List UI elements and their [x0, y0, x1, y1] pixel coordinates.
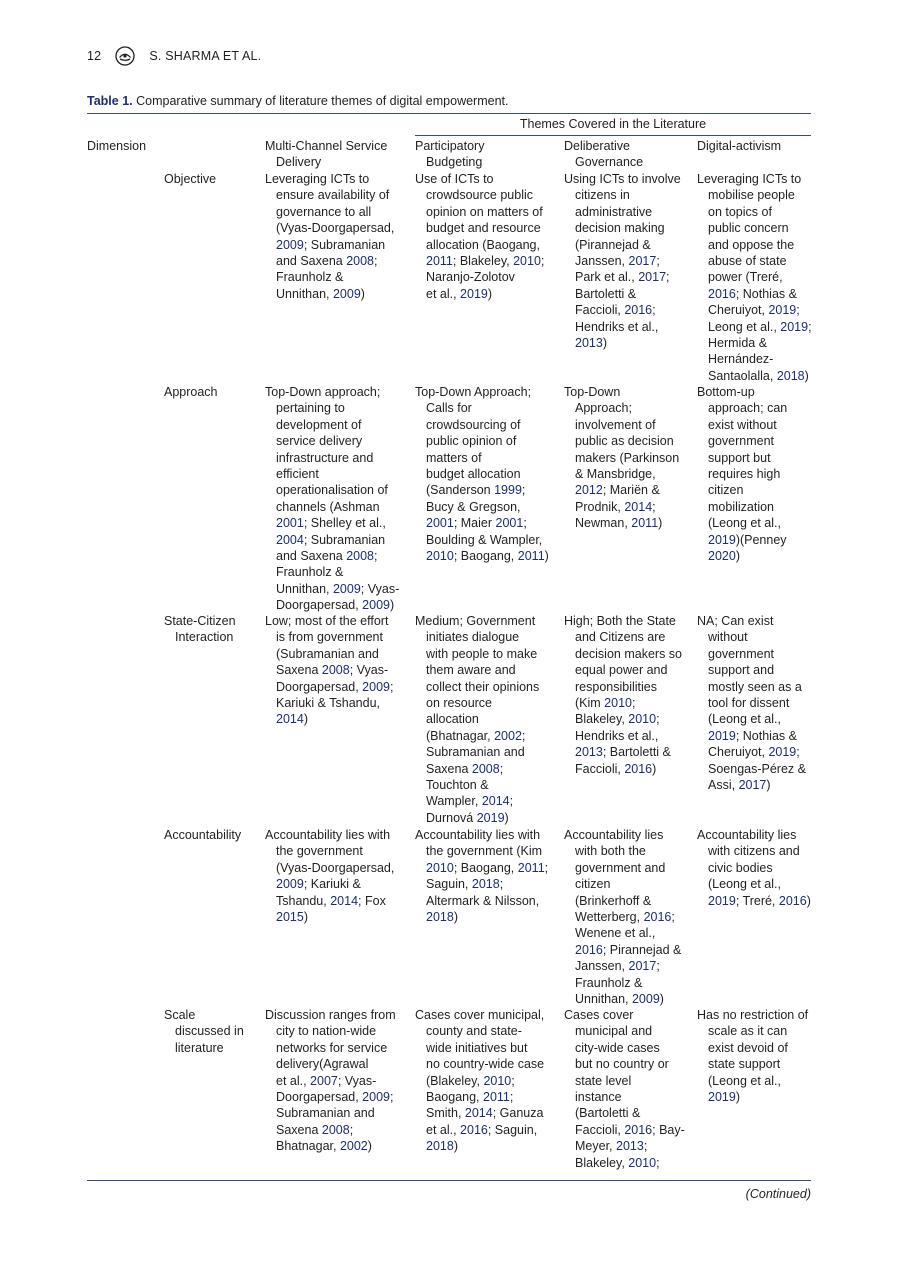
row-dimension-label: [164, 1007, 244, 1056]
table-label: Table 1.: [87, 94, 133, 108]
cell-line: state support: [708, 1057, 781, 1072]
cell-line: 2018): [426, 1139, 458, 1154]
cell-line: Hendriks et al.,: [575, 319, 659, 334]
cell-line: infrastructure and: [276, 450, 374, 465]
cell-line: Blakeley, 2010;: [575, 1155, 660, 1170]
cell-line: with people to make: [426, 646, 538, 661]
cell-line: (Bhatnagar, 2002;: [426, 728, 526, 743]
cell-line: Low; most of the effort: [265, 614, 389, 628]
cell-line: them aware and: [426, 663, 516, 678]
cell-line: pertaining to: [276, 401, 345, 416]
cell-line: 2019)(Penney: [708, 532, 787, 547]
journal-logo-icon: [115, 46, 135, 66]
cell-line: exist devoid of: [708, 1040, 788, 1055]
table-cell: [697, 384, 787, 564]
cell-line: 2014): [276, 712, 308, 727]
cell-line: Faccioli, 2016): [575, 761, 657, 776]
page-number: 12: [87, 49, 102, 63]
table-cell: [415, 1007, 544, 1155]
cell-line: State-Citizen: [164, 614, 236, 628]
cell-line: 2009; Kariuki &: [276, 877, 361, 892]
cell-line: Naranjo-Zolotov: [426, 270, 515, 285]
table-cell: [265, 384, 399, 614]
cell-line: government and: [575, 860, 666, 875]
table-cell: [697, 171, 812, 384]
row-dimension-label: [164, 613, 236, 646]
cell-line: 2010; Baogang, 2011;: [426, 860, 549, 875]
cell-line: but no country or: [575, 1057, 669, 1072]
cell-line: discussed in: [175, 1024, 244, 1039]
cell-line: scale as it can: [708, 1024, 788, 1039]
cell-line: crowdsource public: [426, 188, 533, 203]
cell-line: Approach: [164, 385, 218, 399]
cell-line: Touchton &: [426, 778, 489, 793]
cell-line: 2020): [708, 549, 740, 564]
cell-line: High; Both the State: [564, 614, 676, 628]
cell-line: exist without: [708, 417, 777, 432]
cell-line: citizen: [708, 483, 744, 498]
cell-line: Meyer, 2013;: [575, 1139, 648, 1154]
cell-line: decision makers so: [575, 646, 682, 661]
cell-line: Subramanian and: [426, 745, 525, 760]
cell-line: mostly seen as a: [708, 679, 802, 694]
cell-line: Faccioli, 2016;: [575, 303, 656, 318]
cell-line: Cases cover municipal,: [415, 1008, 545, 1022]
cell-line: and oppose the: [708, 237, 795, 252]
cell-line: Kariuki & Tshandu,: [276, 696, 380, 711]
running-header: [87, 46, 261, 66]
cell-line: et al., 2016; Saguin,: [426, 1122, 538, 1137]
table-cell: [415, 384, 549, 564]
cell-line: Doorgapersad, 2009;: [276, 1090, 394, 1105]
cell-line: Top-Down Approach;: [415, 385, 532, 399]
table-caption-text: Comparative summary of literature themes of digital empowerment.: [132, 94, 509, 108]
cell-line: 2019): [708, 1090, 740, 1105]
table-cell: [265, 1007, 396, 1155]
cell-line: Medium; Government: [415, 614, 536, 628]
table-cell: [564, 1007, 685, 1171]
cell-line: Has no restriction of: [697, 1008, 809, 1022]
cell-line: municipal and: [575, 1024, 653, 1039]
cell-line: channels (Ashman: [276, 499, 380, 514]
cell-line: Subramanian and: [276, 1106, 375, 1121]
cell-line: NA; Can exist: [697, 614, 774, 628]
table-cell: [697, 1007, 808, 1105]
cell-line: the government: [276, 844, 363, 859]
cell-line: efficient: [276, 467, 319, 482]
cell-line: Top-Down: [564, 385, 621, 399]
continued-label: (Continued): [745, 1187, 811, 1201]
table-caption: [87, 94, 508, 108]
column-header: [415, 138, 484, 171]
cell-line: with citizens and: [708, 844, 800, 859]
cell-line: Cheruiyot, 2019;: [708, 303, 800, 318]
cell-line: Participatory: [415, 139, 485, 153]
cell-line: Accountability lies with: [265, 828, 391, 842]
cell-line: Delivery: [276, 155, 322, 170]
cell-line: approach; can: [708, 401, 788, 416]
cell-line: Wenene et al.,: [575, 926, 656, 941]
cell-line: Hernández-: [708, 352, 774, 367]
cell-line: opinion on matters of: [426, 204, 543, 219]
row-dimension-label: [164, 384, 218, 400]
cell-line: and Saxena 2008;: [276, 254, 378, 269]
cell-line: Janssen, 2017;: [575, 959, 660, 974]
table-top-rule: [87, 113, 811, 114]
cell-line: Newman, 2011): [575, 516, 663, 531]
cell-line: budget allocation: [426, 467, 521, 482]
cell-line: crowdsourcing of: [426, 417, 521, 432]
cell-line: Fraunholz &: [276, 565, 344, 580]
cell-line: the government (Kim: [426, 844, 543, 859]
table-bottom-rule: [87, 1180, 811, 1181]
cell-line: (Bartoletti &: [575, 1106, 641, 1121]
cell-line: Hermida &: [708, 336, 768, 351]
cell-line: Blakeley, 2010;: [575, 712, 660, 727]
cell-line: citizens in: [575, 188, 630, 203]
cell-line: Santaolalla, 2018): [708, 368, 809, 383]
cell-line: Leveraging ICTs to: [697, 172, 802, 186]
table-cell: [697, 613, 806, 793]
cell-line: administrative: [575, 204, 653, 219]
cell-line: 2012; Mariën &: [575, 483, 660, 498]
cell-line: Altermark & Nilsson,: [426, 893, 540, 908]
cell-line: 2009; Subramanian: [276, 237, 386, 252]
table-cell: [697, 827, 811, 909]
cell-line: (Vyas-Doorgapersad,: [276, 860, 395, 875]
cell-line: wide initiatives but: [426, 1040, 528, 1055]
cell-line: city-wide cases: [575, 1040, 660, 1055]
cell-line: Discussion ranges from: [265, 1008, 396, 1022]
cell-line: 2019; Treré, 2016): [708, 893, 811, 908]
table-cell: [415, 171, 544, 302]
cell-line: and Saxena 2008;: [276, 549, 378, 564]
cell-line: Wampler, 2014;: [426, 794, 514, 809]
cell-line: Accountability lies: [564, 828, 664, 842]
cell-line: Top-Down approach;: [265, 385, 381, 399]
cell-line: civic bodies: [708, 860, 773, 875]
cell-line: governance to all: [276, 204, 372, 219]
column-header: [697, 138, 781, 154]
table-cell: [564, 827, 681, 1007]
cell-line: (Leong et al.,: [708, 877, 781, 892]
cell-line: Assi, 2017): [708, 778, 771, 793]
spanner-rule: [415, 135, 811, 136]
cell-line: budget and resource: [426, 221, 541, 236]
cell-line: (Brinkerhoff &: [575, 893, 652, 908]
table-cell: [415, 613, 539, 826]
cell-line: abuse of state: [708, 254, 787, 269]
cell-line: Bhatnagar, 2002): [276, 1139, 372, 1154]
cell-line: state level: [575, 1073, 632, 1088]
cell-line: initiates dialogue: [426, 630, 520, 645]
cell-line: 2019; Nothias &: [708, 728, 797, 743]
cell-line: government: [708, 434, 775, 449]
cell-line: Doorgapersad, 2009): [276, 598, 395, 613]
cell-line: (Leong et al.,: [708, 1073, 781, 1088]
cell-line: Budgeting: [426, 155, 483, 170]
cell-line: Accountability: [164, 828, 242, 842]
table-cell: [415, 827, 548, 925]
cell-line: mobilization: [708, 499, 775, 514]
cell-line: Unnithan, 2009): [276, 286, 365, 301]
cell-line: Baogang, 2011;: [426, 1090, 514, 1105]
cell-line: Fraunholz &: [575, 975, 643, 990]
cell-line: public opinion of: [426, 434, 517, 449]
cell-line: Governance: [575, 155, 644, 170]
cell-line: involvement of: [575, 417, 656, 432]
cell-line: Leong et al., 2019;: [708, 319, 812, 334]
cell-line: (Blakeley, 2010;: [426, 1073, 515, 1088]
table-cell: [564, 171, 681, 351]
continued-note: [746, 1187, 811, 1201]
table-cell: [564, 613, 682, 777]
cell-line: Bucy & Gregson,: [426, 499, 521, 514]
cell-line: support but: [708, 450, 771, 465]
cell-line: Deliberative: [564, 139, 631, 153]
cell-line: equal power and: [575, 663, 668, 678]
cell-line: Unnithan, 2009): [575, 992, 664, 1007]
cell-line: collect their opinions: [426, 679, 540, 694]
table-cell: [265, 171, 394, 302]
cell-line: (Kim 2010;: [575, 696, 636, 711]
cell-line: Scale: [164, 1008, 196, 1022]
cell-line: public as decision: [575, 434, 674, 449]
cell-line: Digital-activism: [697, 139, 782, 153]
cell-line: Use of ICTs to: [415, 172, 494, 186]
cell-line: Dimension: [87, 139, 147, 153]
cell-line: on topics of: [708, 204, 772, 219]
cell-line: Smith, 2014; Ganuza: [426, 1106, 544, 1121]
cell-line: Wetterberg, 2016;: [575, 910, 675, 925]
cell-line: matters of: [426, 450, 482, 465]
cell-line: Cases cover: [564, 1008, 634, 1022]
cell-line: and Citizens are: [575, 630, 666, 645]
cell-line: allocation (Baogang,: [426, 237, 540, 252]
cell-line: Boulding & Wampler,: [426, 532, 543, 547]
cell-line: instance: [575, 1090, 622, 1105]
column-header: [265, 138, 387, 171]
cell-line: decision making: [575, 221, 665, 236]
cell-line: is from government: [276, 630, 383, 645]
cell-line: Cheruiyot, 2019;: [708, 745, 800, 760]
cell-line: (Subramanian and: [276, 646, 379, 661]
column-header: [87, 138, 146, 154]
cell-line: Accountability lies with: [415, 828, 541, 842]
cell-line: literature: [175, 1040, 224, 1055]
cell-line: Saguin, 2018;: [426, 877, 504, 892]
cell-line: 2001; Maier 2001;: [426, 516, 527, 531]
cell-line: 2004; Subramanian: [276, 532, 386, 547]
row-dimension-label: [164, 827, 241, 843]
cell-line: county and state-: [426, 1024, 522, 1039]
cell-line: 2010; Baogang, 2011): [426, 549, 549, 564]
cell-line: mobilise people: [708, 188, 795, 203]
cell-line: Using ICTs to involve: [564, 172, 681, 186]
cell-line: Tshandu, 2014; Fox: [276, 893, 386, 908]
cell-line: allocation: [426, 712, 479, 727]
cell-line: Calls for: [426, 401, 472, 416]
cell-line: Unnithan, 2009; Vyas-: [276, 581, 400, 596]
author-names: S. SHARMA ET AL.: [149, 49, 262, 63]
cell-line: (Pirannejad &: [575, 237, 651, 252]
cell-line: without: [708, 630, 748, 645]
cell-line: 2001; Shelley et al.,: [276, 516, 386, 531]
cell-line: requires high: [708, 467, 781, 482]
cell-line: responsibilities: [575, 679, 657, 694]
cell-line: Multi-Channel Service: [265, 139, 388, 153]
cell-line: Fraunholz &: [276, 270, 344, 285]
cell-line: Doorgapersad, 2009;: [276, 679, 394, 694]
cell-line: Saxena 2008;: [276, 1122, 354, 1137]
cell-line: 2015): [276, 910, 308, 925]
row-dimension-label: [164, 171, 216, 187]
cell-line: Approach;: [575, 401, 632, 416]
cell-line: (Vyas-Doorgapersad,: [276, 221, 395, 236]
table-spanner-heading: Themes Covered in the Literature: [519, 117, 707, 131]
cell-line: Faccioli, 2016; Bay-: [575, 1122, 685, 1137]
cell-line: et al., 2007; Vyas-: [276, 1073, 377, 1088]
cell-line: Leveraging ICTs to: [265, 172, 370, 186]
cell-line: operationalisation of: [276, 483, 388, 498]
cell-line: government: [708, 646, 775, 661]
cell-line: with both the: [575, 844, 646, 859]
cell-line: Janssen, 2017;: [575, 254, 660, 269]
cell-line: 2016; Nothias &: [708, 286, 797, 301]
cell-line: Bottom-up: [697, 385, 755, 399]
cell-line: Bartoletti &: [575, 286, 637, 301]
cell-line: (Sanderson 1999;: [426, 483, 526, 498]
cell-line: no country-wide case: [426, 1057, 545, 1072]
cell-line: networks for service: [276, 1040, 388, 1055]
cell-line: ensure availability of: [276, 188, 390, 203]
cell-line: & Mansbridge,: [575, 467, 656, 482]
cell-line: Hendriks et al.,: [575, 728, 659, 743]
cell-line: et al., 2019): [426, 286, 493, 301]
cell-line: Objective: [164, 172, 217, 186]
cell-line: 2018): [426, 910, 458, 925]
cell-line: support and: [708, 663, 775, 678]
cell-line: (Leong et al.,: [708, 516, 781, 531]
cell-line: development of: [276, 417, 362, 432]
cell-line: Soengas-Pérez &: [708, 761, 806, 776]
cell-line: Prodnik, 2014;: [575, 499, 656, 514]
cell-line: citizen: [575, 877, 611, 892]
cell-line: (Leong et al.,: [708, 712, 781, 727]
cell-line: Accountability lies: [697, 828, 797, 842]
table-cell: [265, 613, 393, 728]
cell-line: 2011; Blakeley, 2010;: [426, 254, 545, 269]
cell-line: power (Treré,: [708, 270, 783, 285]
table-cell: [265, 827, 394, 925]
cell-line: on resource: [426, 696, 493, 711]
cell-line: city to nation-wide: [276, 1024, 377, 1039]
cell-line: 2013): [575, 336, 607, 351]
cell-line: tool for dissent: [708, 696, 790, 711]
cell-line: Durnová 2019): [426, 810, 509, 825]
cell-line: Saxena 2008;: [426, 761, 504, 776]
cell-line: 2016; Pirannejad &: [575, 942, 682, 957]
cell-line: delivery(Agrawal: [276, 1057, 369, 1072]
cell-line: Park et al., 2017;: [575, 270, 670, 285]
cell-line: service delivery: [276, 434, 363, 449]
cell-line: makers (Parkinson: [575, 450, 680, 465]
table-cell: [564, 384, 679, 532]
cell-line: public concern: [708, 221, 789, 236]
cell-line: 2013; Bartoletti &: [575, 745, 671, 760]
cell-line: Interaction: [175, 630, 234, 645]
column-header: [564, 138, 643, 171]
cell-line: Saxena 2008; Vyas-: [276, 663, 389, 678]
